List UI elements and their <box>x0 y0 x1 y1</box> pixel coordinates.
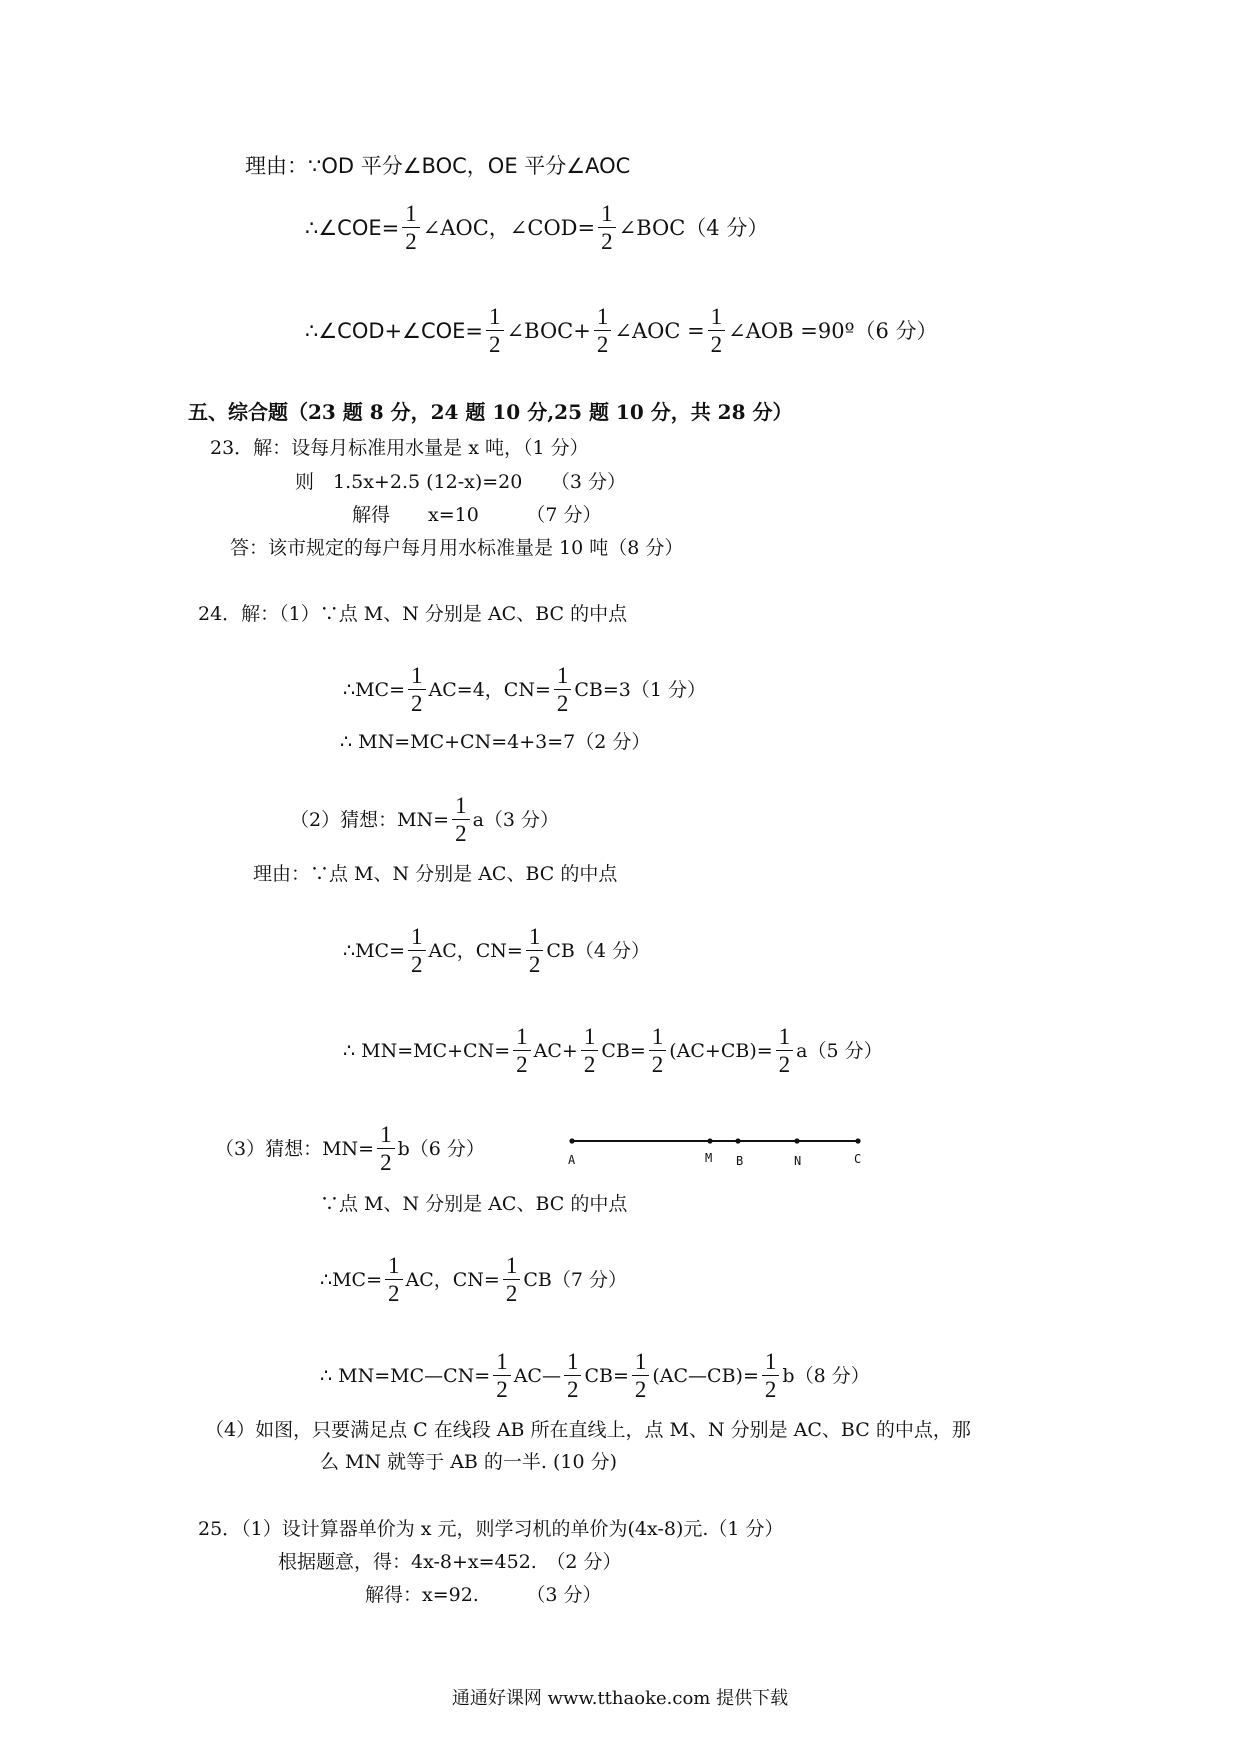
fraction: $\frac{1}{2}$ <box>408 925 426 977</box>
q24-midpoints: ∵点 M、N 分别是 AC、BC 的中点 <box>320 1193 628 1215</box>
fraction: $\frac{1}{2}$ <box>513 1025 531 1077</box>
text-seg: ∴ MN=MC+CN= <box>343 1040 511 1062</box>
fraction: $\frac{1}{2}$ <box>377 1123 395 1175</box>
text-seg: ∠AOB =90º（6 分） <box>728 319 938 343</box>
fraction: $\frac{1}{2}$ <box>503 1254 521 1306</box>
fraction: $\frac{1}{2}$ <box>452 794 470 846</box>
point-b-label: B <box>736 1154 744 1168</box>
point-n-dot <box>794 1138 799 1143</box>
q25-line1: 25．（1）设计算器单价为 x 元，则学习机的单价为(4x-8)元.（1 分） <box>198 1518 784 1540</box>
text-seg: a（3 分） <box>472 809 560 831</box>
text-seg: （2）猜想：MN= <box>290 809 450 831</box>
q24-guess2 <box>290 794 559 846</box>
text-seg: ∠AOC，∠COD= <box>422 216 596 240</box>
line-segment-diagram <box>560 1130 880 1170</box>
point-m-dot <box>707 1138 712 1143</box>
point-b-dot <box>735 1138 740 1143</box>
fraction: $\frac{1}{2}$ <box>493 1350 511 1402</box>
cod-sum-line <box>305 305 938 357</box>
q24-mc-cn-1 <box>343 664 706 716</box>
q24-mc-cn-3 <box>320 1254 627 1306</box>
point-c-dot <box>855 1138 860 1143</box>
text-seg: (AC—CB)= <box>652 1365 759 1387</box>
fraction: $\frac{1}{2}$ <box>402 202 420 254</box>
text-seg: CB=3（1 分） <box>574 679 707 701</box>
text-seg: ∴∠COE= <box>305 216 400 240</box>
q25-line2: 根据题意，得：4x-8+x=452. （2 分） <box>278 1551 622 1573</box>
q24-mn-sum <box>343 1025 883 1077</box>
text-seg: ∠BOC（4 分） <box>618 216 769 240</box>
text-seg: ∠BOC+ <box>506 319 591 343</box>
fraction: $\frac{1}{2}$ <box>598 202 616 254</box>
fraction: $\frac{1}{2}$ <box>594 305 612 357</box>
coe-cod-line <box>305 202 768 254</box>
fraction: $\frac{1}{2}$ <box>564 1350 582 1402</box>
q24-line1: 24．解：（1）∵点 M、N 分别是 AC、BC 的中点 <box>198 603 628 625</box>
fraction: $\frac{1}{2}$ <box>776 1025 794 1077</box>
q23-answer: 答：该市规定的每户每月用水标准量是 10 吨（8 分） <box>230 537 684 559</box>
q24-guess3 <box>215 1123 485 1175</box>
fraction: $\frac{1}{2}$ <box>486 305 504 357</box>
text-seg: (AC+CB)= <box>669 1040 773 1062</box>
reason-line: 理由：∵OD 平分∠BOC，OE 平分∠AOC <box>245 154 631 178</box>
text-seg: AC+ <box>533 1040 578 1062</box>
text-seg: ∴MC= <box>343 940 406 962</box>
fraction: $\frac{1}{2}$ <box>526 925 544 977</box>
fraction: $\frac{1}{2}$ <box>408 664 426 716</box>
fraction: $\frac{1}{2}$ <box>649 1025 667 1077</box>
text-seg: CB（7 分） <box>523 1269 627 1291</box>
point-a-dot <box>569 1138 574 1143</box>
q24-part4-line1: （4）如图，只要满足点 C 在线段 AB 所在直线上，点 M、N 分别是 AC、BC 的中点，那 <box>205 1419 971 1441</box>
point-a-label: A <box>568 1153 576 1167</box>
q24-part4-line2: 么 MN 就等于 AB 的一半. (10 分) <box>320 1451 618 1473</box>
q23-line3: 解得 x=10 （7 分） <box>352 504 602 526</box>
text-seg: b（6 分） <box>397 1138 485 1160</box>
text-seg: CB（4 分） <box>546 940 650 962</box>
fraction: $\frac{1}{2}$ <box>632 1350 650 1402</box>
fraction: $\frac{1}{2}$ <box>385 1254 403 1306</box>
q23-line2: 则 1.5x+2.5 (12-x)=20 （3 分） <box>295 471 626 493</box>
text-seg: AC=4，CN= <box>428 679 551 701</box>
q25-line3: 解得：x=92. （3 分） <box>365 1584 602 1606</box>
point-m-label: M <box>705 1151 713 1165</box>
text-seg: ∴MC= <box>343 679 406 701</box>
text-seg: AC，CN= <box>405 1269 500 1291</box>
text-seg: CB= <box>601 1040 646 1062</box>
point-n-label: N <box>794 1154 802 1168</box>
text-seg: AC— <box>513 1365 561 1387</box>
text-seg: ∴ MN=MC—CN= <box>320 1365 491 1387</box>
text-seg: a（5 分） <box>796 1040 883 1062</box>
fraction: $\frac{1}{2}$ <box>762 1350 780 1402</box>
point-c-label: C <box>854 1152 862 1166</box>
section-heading: 五、综合题（23 题 8 分，24 题 10 分,25 题 10 分，共 28 分） <box>188 400 793 424</box>
fraction: $\frac{1}{2}$ <box>554 664 572 716</box>
q24-reason: 理由：∵点 M、N 分别是 AC、BC 的中点 <box>253 863 618 885</box>
text-seg: ∴∠COD+∠COE= <box>305 319 484 343</box>
q24-mc-cn-2 <box>343 925 650 977</box>
q24-mn-line: ∴ MN=MC+CN=4+3=7（2 分） <box>340 731 651 753</box>
fraction: $\frac{1}{2}$ <box>708 305 726 357</box>
text-seg: （3）猜想：MN= <box>215 1138 375 1160</box>
text-seg: CB= <box>584 1365 629 1387</box>
fraction: $\frac{1}{2}$ <box>581 1025 599 1077</box>
q24-mn-diff <box>320 1350 870 1402</box>
page-footer: 通通好课网 www.tthaoke.com 提供下载 <box>451 1688 789 1709</box>
text-seg: ∴MC= <box>320 1269 383 1291</box>
text-seg: b（8 分） <box>782 1365 870 1387</box>
q23-line1: 23．解：设每月标准用水量是 x 吨，（1 分） <box>210 437 589 459</box>
text-seg: ∠AOC = <box>614 319 705 343</box>
text-seg: AC，CN= <box>428 940 523 962</box>
